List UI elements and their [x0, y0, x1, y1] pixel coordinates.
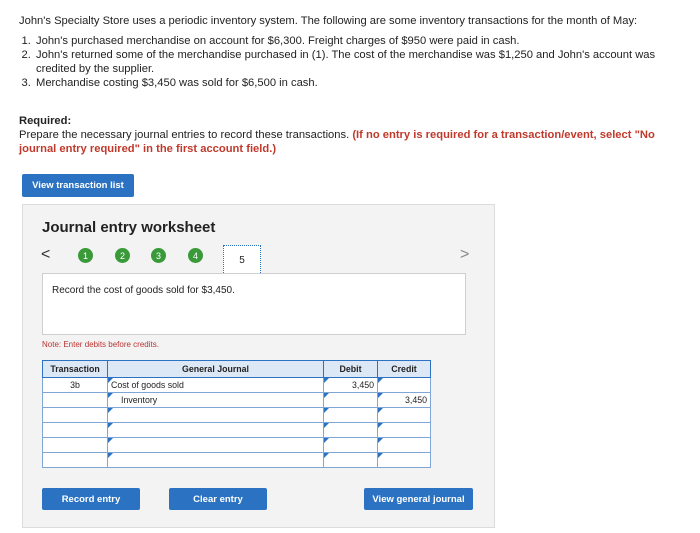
record-entry-button[interactable]: Record entry [42, 488, 140, 510]
account-cell[interactable]: Cost of goods sold [108, 378, 324, 393]
step-5-active[interactable]: 5 [223, 245, 261, 275]
required-section [19, 114, 689, 156]
credit-cell[interactable]: 3,450 [378, 393, 431, 408]
prev-arrow-icon[interactable]: < [41, 246, 51, 263]
debit-cell[interactable] [324, 453, 378, 468]
clear-entry-button[interactable]: Clear entry [169, 488, 267, 510]
transaction-cell[interactable] [43, 393, 108, 408]
account-cell[interactable]: Inventory [108, 393, 324, 408]
debit-cell[interactable]: 3,450 [324, 378, 378, 393]
transaction-cell[interactable] [43, 453, 108, 468]
step-description: Record the cost of goods sold for $3,450. [52, 285, 235, 296]
step-2[interactable]: 2 [115, 248, 130, 263]
transaction-cell[interactable] [43, 408, 108, 423]
worksheet-title: Journal entry worksheet [42, 219, 216, 236]
table-row [43, 393, 431, 408]
step-3[interactable]: 3 [151, 248, 166, 263]
view-transaction-list-button[interactable]: View transaction list [22, 174, 134, 197]
table-row [43, 378, 431, 393]
credit-cell[interactable] [378, 453, 431, 468]
step-4[interactable]: 4 [188, 248, 203, 263]
step-1[interactable]: 1 [78, 248, 93, 263]
transaction-item: 3. Merchandise costing $3,450 was sold for $6,500 in cash. [34, 76, 689, 90]
transaction-cell[interactable] [43, 438, 108, 453]
journal-table-header [43, 361, 431, 378]
account-cell[interactable] [108, 438, 324, 453]
intro-text: John's Specialty Store uses a periodic inventory system. The following are some inventory transactions for the month of May: [19, 15, 638, 27]
required-label: Required: [19, 115, 72, 127]
account-cell[interactable] [108, 408, 324, 423]
transaction-cell[interactable] [43, 423, 108, 438]
required-warning: (If no entry is required for a transaction/event, select "No journal entry required" in the first account field.) [19, 129, 655, 155]
required-text: Prepare the necessary journal entries to record these transactions. [19, 129, 350, 141]
table-row [43, 408, 431, 423]
credit-cell[interactable] [378, 438, 431, 453]
debit-credit-note: Note: Enter debits before credits. [42, 340, 159, 349]
transaction-item: 1. John's purchased merchandise on account for $6,300. Freight charges of $950 were paid in cash. [34, 34, 689, 48]
debit-cell[interactable] [324, 423, 378, 438]
journal-entry-worksheet [22, 204, 495, 528]
debit-cell[interactable] [324, 408, 378, 423]
next-arrow-icon[interactable]: > [460, 246, 470, 263]
transaction-item: 2. John's returned some of the merchandise purchased in (1). The cost of the merchandise was $1,250 and John's account was credited by the supplier. [34, 48, 689, 76]
transaction-list [19, 34, 689, 90]
credit-cell[interactable] [378, 378, 431, 393]
account-cell[interactable] [108, 423, 324, 438]
table-row [43, 453, 431, 468]
table-row [43, 438, 431, 453]
header-general-journal: General Journal [108, 361, 324, 378]
header-transaction: Transaction [43, 361, 108, 378]
debit-cell[interactable] [324, 393, 378, 408]
header-debit: Debit [324, 361, 378, 378]
header-credit: Credit [378, 361, 431, 378]
credit-cell[interactable] [378, 408, 431, 423]
view-general-journal-button[interactable]: View general journal [364, 488, 473, 510]
account-cell[interactable] [108, 453, 324, 468]
credit-cell[interactable] [378, 423, 431, 438]
table-row [43, 423, 431, 438]
transaction-cell[interactable]: 3b [43, 378, 108, 393]
journal-table [42, 360, 431, 468]
problem-intro [19, 14, 689, 90]
debit-cell[interactable] [324, 438, 378, 453]
step-description-box [42, 273, 466, 335]
